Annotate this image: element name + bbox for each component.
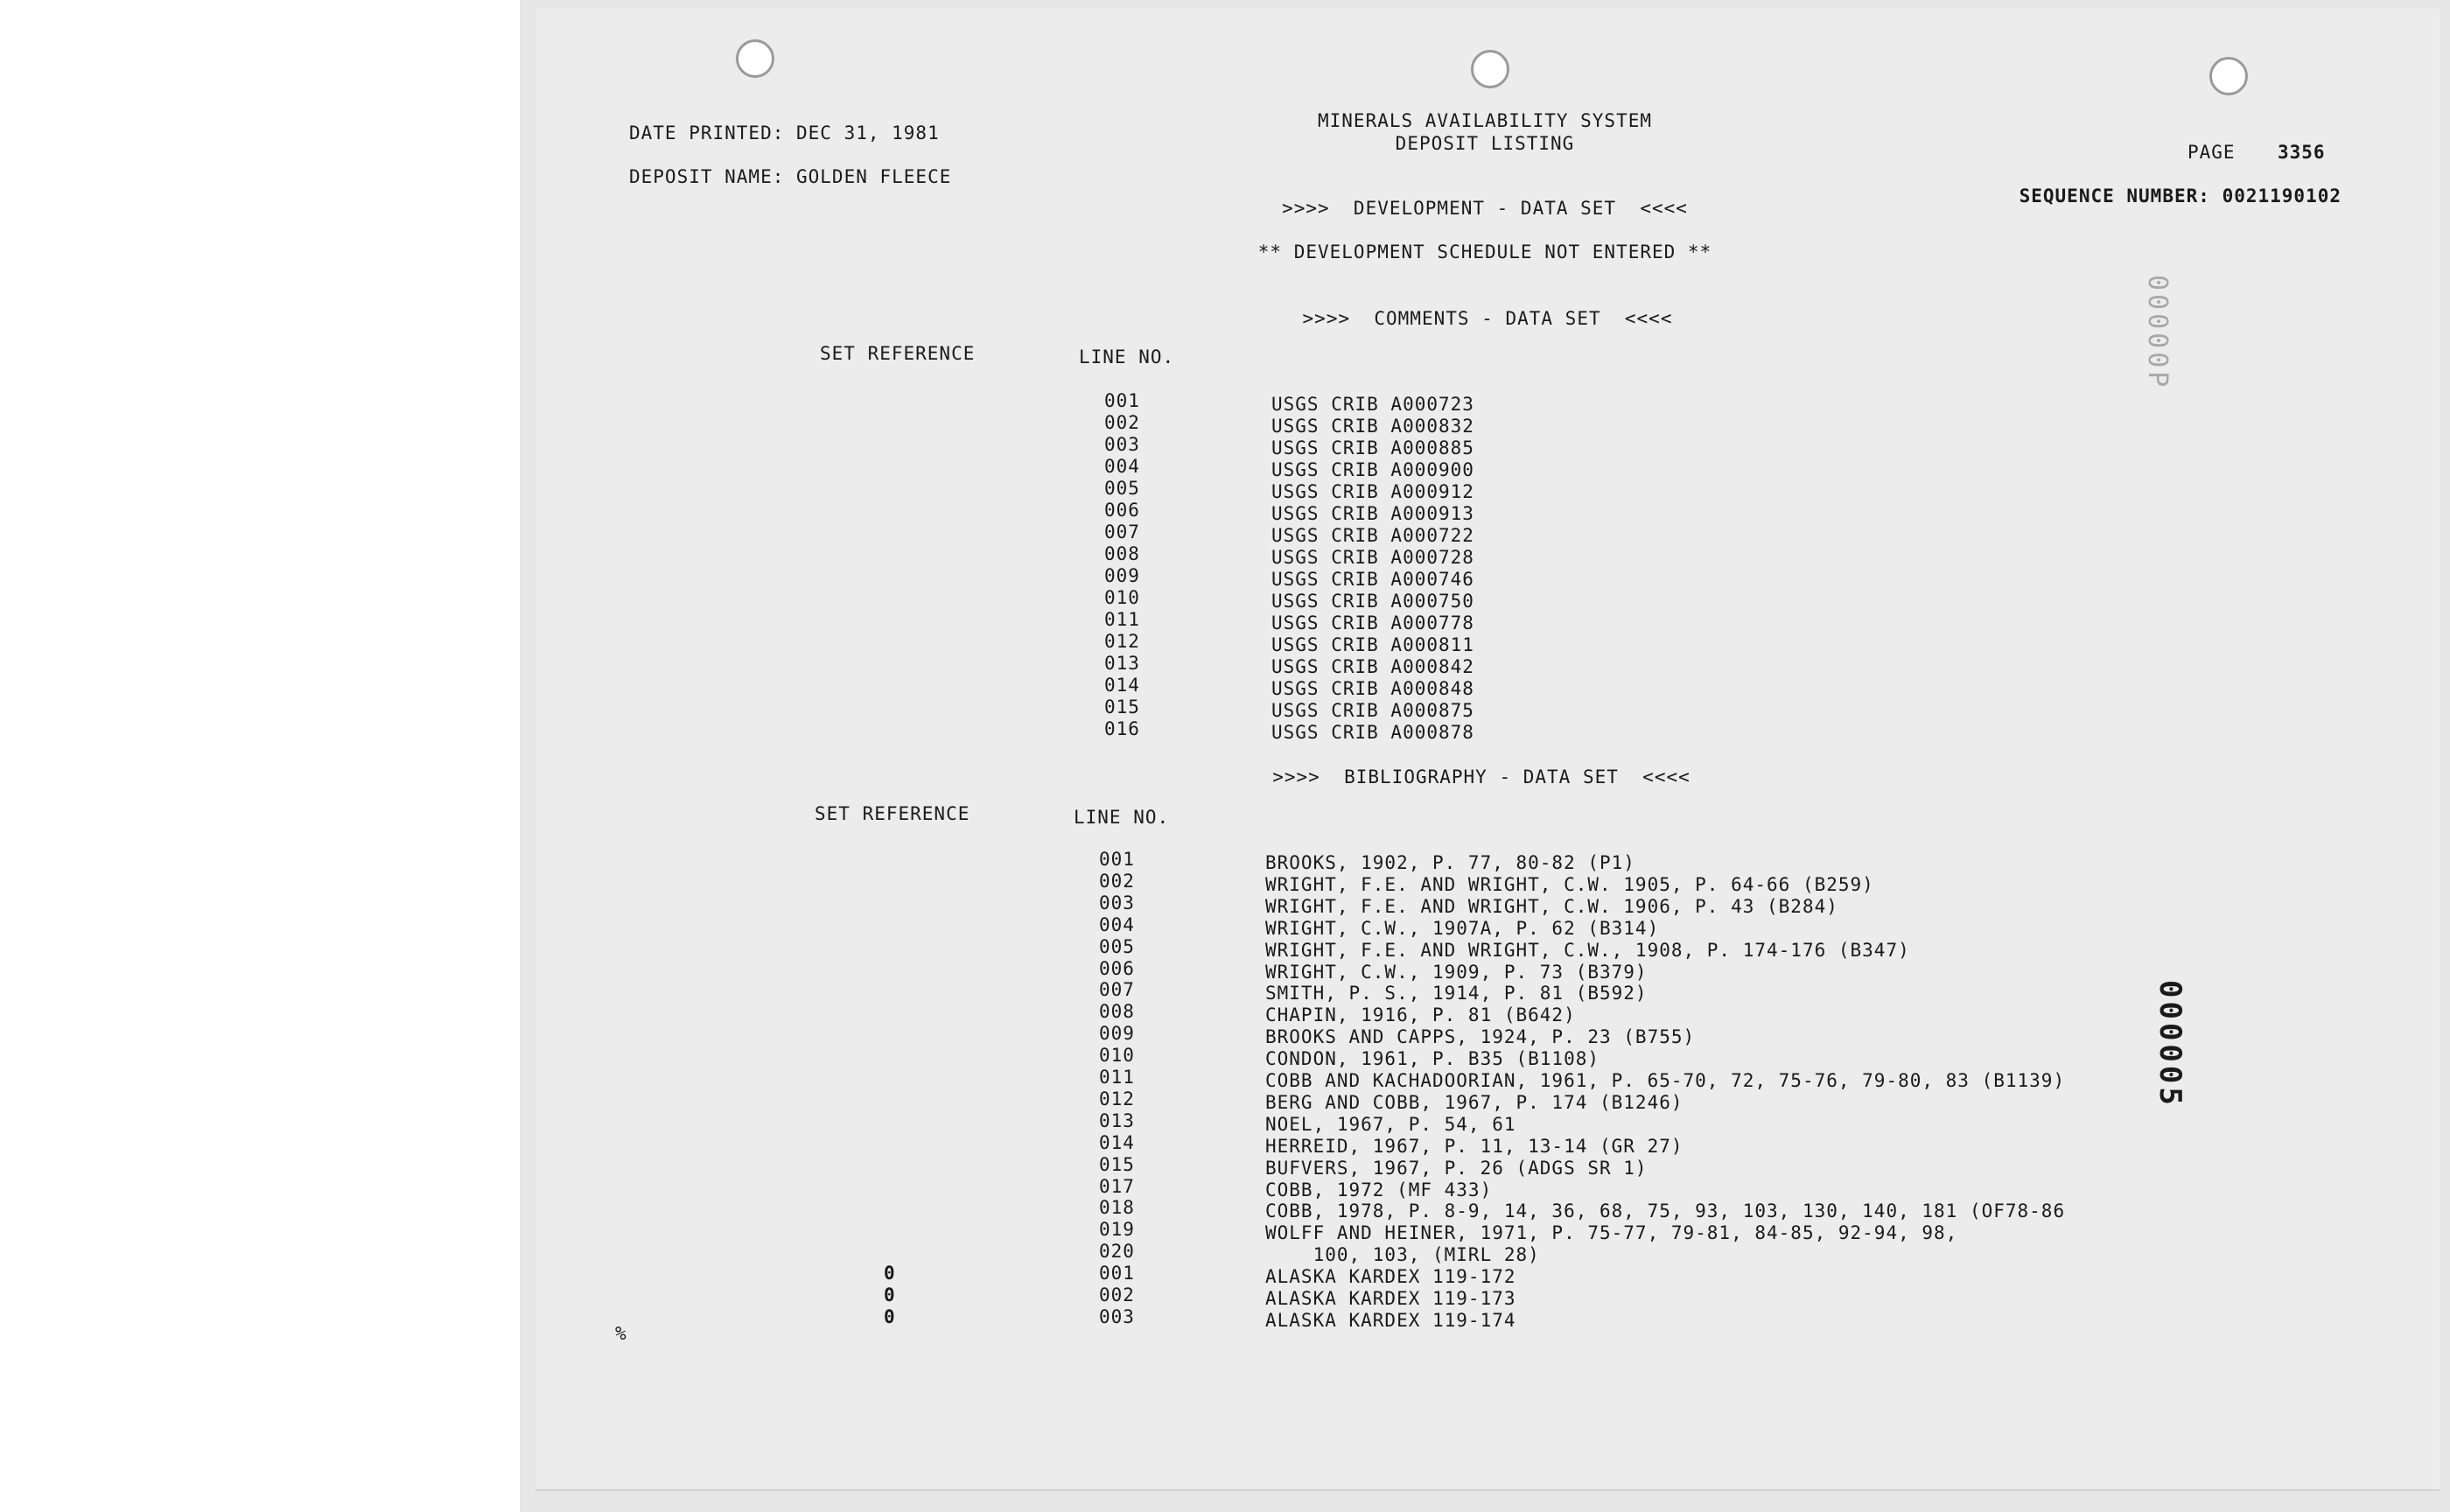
bib-citation: ALASKA KARDEX 119-172 (1265, 1266, 1516, 1288)
comments-col-set-reference: SET REFERENCE (820, 343, 976, 364)
bib-line-no: 020 (1099, 1241, 1135, 1263)
percent-mark: % (615, 1323, 627, 1344)
bib-line-no: 001 (1099, 1263, 1135, 1284)
sequence-number-line (2020, 186, 2342, 206)
comment-line-no: 012 (1104, 631, 1140, 652)
sequence-number: 0021190102 (2222, 186, 2342, 206)
comment-text: USGS CRIB A000913 (1271, 503, 1474, 524)
bib-line-no: 010 (1099, 1045, 1135, 1067)
comment-line-no: 007 (1104, 522, 1140, 542)
bib-line-no: 008 (1099, 1001, 1135, 1023)
comment-line-no: 010 (1104, 587, 1140, 608)
comment-line-no: 014 (1104, 675, 1140, 696)
bib-line-no: 011 (1099, 1067, 1135, 1088)
comment-text: USGS CRIB A000885 (1271, 438, 1474, 458)
comment-text: USGS CRIB A000832 (1271, 416, 1474, 437)
comment-line-no: 013 (1104, 653, 1140, 674)
bib-citation: WRIGHT, F.E. AND WRIGHT, C.W. 1906, P. 43 (B284) (1265, 895, 1838, 917)
bib-line-no: 007 (1099, 979, 1135, 1001)
bib-set-reference: 0 (884, 1284, 896, 1306)
comment-text: USGS CRIB A000912 (1271, 481, 1474, 502)
bib-citation: BROOKS, 1902, P. 77, 80-82 (P1) (1265, 852, 1635, 873)
comment-text: USGS CRIB A000811 (1271, 634, 1474, 655)
comment-line-no: 009 (1104, 565, 1140, 586)
comment-text: USGS CRIB A000900 (1271, 459, 1474, 480)
development-title: >>>> DEVELOPMENT - DATA SET <<<< (1282, 198, 1688, 219)
comment-line-no: 004 (1104, 456, 1140, 477)
bib-citation: HERREID, 1967, P. 11, 13-14 (GR 27) (1265, 1135, 1684, 1157)
bib-line-no: 003 (1099, 1306, 1135, 1327)
sequence-label: SEQUENCE NUMBER: (2019, 186, 2210, 206)
bib-line-no: 005 (1099, 935, 1135, 957)
listing-title: DEPOSIT LISTING (1395, 133, 1575, 154)
comment-line-no: 006 (1104, 500, 1140, 521)
bib-citation: ALASKA KARDEX 119-174 (1265, 1309, 1516, 1331)
bib-line-no: 001 (1099, 849, 1135, 870)
bibliography-col-line-no: LINE NO. (1074, 807, 1170, 828)
bib-set-reference: 0 (884, 1306, 896, 1327)
bib-line-no: 003 (1099, 892, 1135, 914)
bib-citation: BROOKS AND CAPPS, 1924, P. 23 (B755) (1265, 1026, 1696, 1048)
bib-line-no: 009 (1099, 1023, 1135, 1045)
comment-text: USGS CRIB A000746 (1271, 569, 1474, 590)
date-printed: DATE PRINTED: DEC 31, 1981 (629, 122, 940, 144)
comment-line-no: 005 (1104, 478, 1140, 499)
bib-line-no: 013 (1099, 1110, 1135, 1131)
comment-text: USGS CRIB A000875 (1271, 700, 1474, 721)
comment-text: USGS CRIB A000778 (1271, 612, 1474, 634)
comment-line-no: 003 (1104, 434, 1140, 455)
development-note: ** DEVELOPMENT SCHEDULE NOT ENTERED ** (1257, 242, 1712, 262)
comment-line-no: 001 (1104, 390, 1140, 411)
comments-title: >>>> COMMENTS - DATA SET <<<< (1302, 308, 1673, 329)
system-title: MINERALS AVAILABILITY SYSTEM (1317, 110, 1653, 131)
comments-col-line-no: LINE NO. (1079, 346, 1175, 368)
bib-citation: WRIGHT, C.W., 1909, P. 73 (B379) (1265, 961, 1648, 983)
bib-citation: WRIGHT, F.E. AND WRIGHT, C.W., 1908, P. 174-176 (B347) (1265, 939, 1910, 961)
comment-text: USGS CRIB A000723 (1271, 394, 1474, 415)
bib-line-no: 012 (1099, 1088, 1135, 1110)
bib-line-no: 019 (1099, 1219, 1135, 1241)
bib-line-no: 018 (1099, 1197, 1135, 1219)
bib-citation: NOEL, 1967, P. 54, 61 (1265, 1113, 1516, 1135)
bib-line-no: 017 (1099, 1175, 1135, 1197)
bib-citation: CHAPIN, 1916, P. 81 (B642) (1265, 1004, 1576, 1026)
comment-line-no: 008 (1104, 543, 1140, 564)
bib-line-no: 015 (1099, 1153, 1135, 1175)
bib-set-reference: 0 (884, 1263, 896, 1284)
comment-text: USGS CRIB A000728 (1271, 547, 1474, 568)
page-number: 3356 (2278, 142, 2326, 163)
bib-citation: SMITH, P. S., 1914, P. 81 (B592) (1265, 983, 1648, 1004)
bib-citation: COBB, 1978, P. 8-9, 14, 36, 68, 75, 93, 103, 130, 140, 181 (OF78-86 (1265, 1200, 2066, 1222)
bib-citation: BUFVERS, 1967, P. 26 (ADGS SR 1) (1265, 1157, 1648, 1179)
bib-line-no: 014 (1099, 1131, 1135, 1153)
comment-text: USGS CRIB A000722 (1271, 525, 1474, 546)
comment-line-no: 002 (1104, 412, 1140, 433)
bibliography-col-set-reference: SET REFERENCE (815, 803, 970, 824)
bib-citation: CONDON, 1961, P. B35 (B1108) (1265, 1048, 1600, 1070)
bib-line-no: 006 (1099, 957, 1135, 979)
bib-citation: ALASKA KARDEX 119-173 (1265, 1288, 1516, 1309)
punch-hole-center (1471, 50, 1509, 88)
stamp-number: 000005 (2152, 980, 2188, 1109)
comment-line-no: 016 (1104, 718, 1140, 739)
bib-line-no: 002 (1099, 1284, 1135, 1306)
faint-stamp-number: 00000P (2142, 275, 2173, 391)
comment-line-no: 015 (1104, 696, 1140, 718)
bib-citation: 100, 103, (MIRL 28) (1265, 1244, 1540, 1266)
bib-citation: WRIGHT, F.E. AND WRIGHT, C.W. 1905, P. 64-66 (B259) (1265, 873, 1874, 895)
comment-line-no: 011 (1104, 609, 1140, 630)
bibliography-title: >>>> BIBLIOGRAPHY - DATA SET <<<< (1272, 766, 1690, 788)
bib-citation: WOLFF AND HEINER, 1971, P. 75-77, 79-81, 84-85, 92-94, 98, (1265, 1222, 1958, 1244)
comment-text: USGS CRIB A000750 (1271, 591, 1474, 612)
comment-text: USGS CRIB A000878 (1271, 722, 1474, 743)
bib-citation: BERG AND COBB, 1967, P. 174 (B1246) (1265, 1091, 1684, 1113)
bib-citation: WRIGHT, C.W., 1907A, P. 62 (B314) (1265, 917, 1660, 939)
page-label: PAGE (2188, 142, 2236, 163)
bib-citation: COBB AND KACHADOORIAN, 1961, P. 65-70, 72, 75-76, 79-80, 83 (B1139) (1265, 1070, 2066, 1091)
deposit-name: DEPOSIT NAME: GOLDEN FLEECE (629, 166, 952, 187)
bib-citation: COBB, 1972 (MF 433) (1265, 1179, 1493, 1200)
bib-line-no: 004 (1099, 914, 1135, 935)
punch-hole-left (736, 39, 774, 78)
punch-hole-right (2209, 57, 2248, 95)
bib-line-no: 002 (1099, 870, 1135, 892)
comment-text: USGS CRIB A000848 (1271, 678, 1474, 699)
comment-text: USGS CRIB A000842 (1271, 656, 1474, 677)
